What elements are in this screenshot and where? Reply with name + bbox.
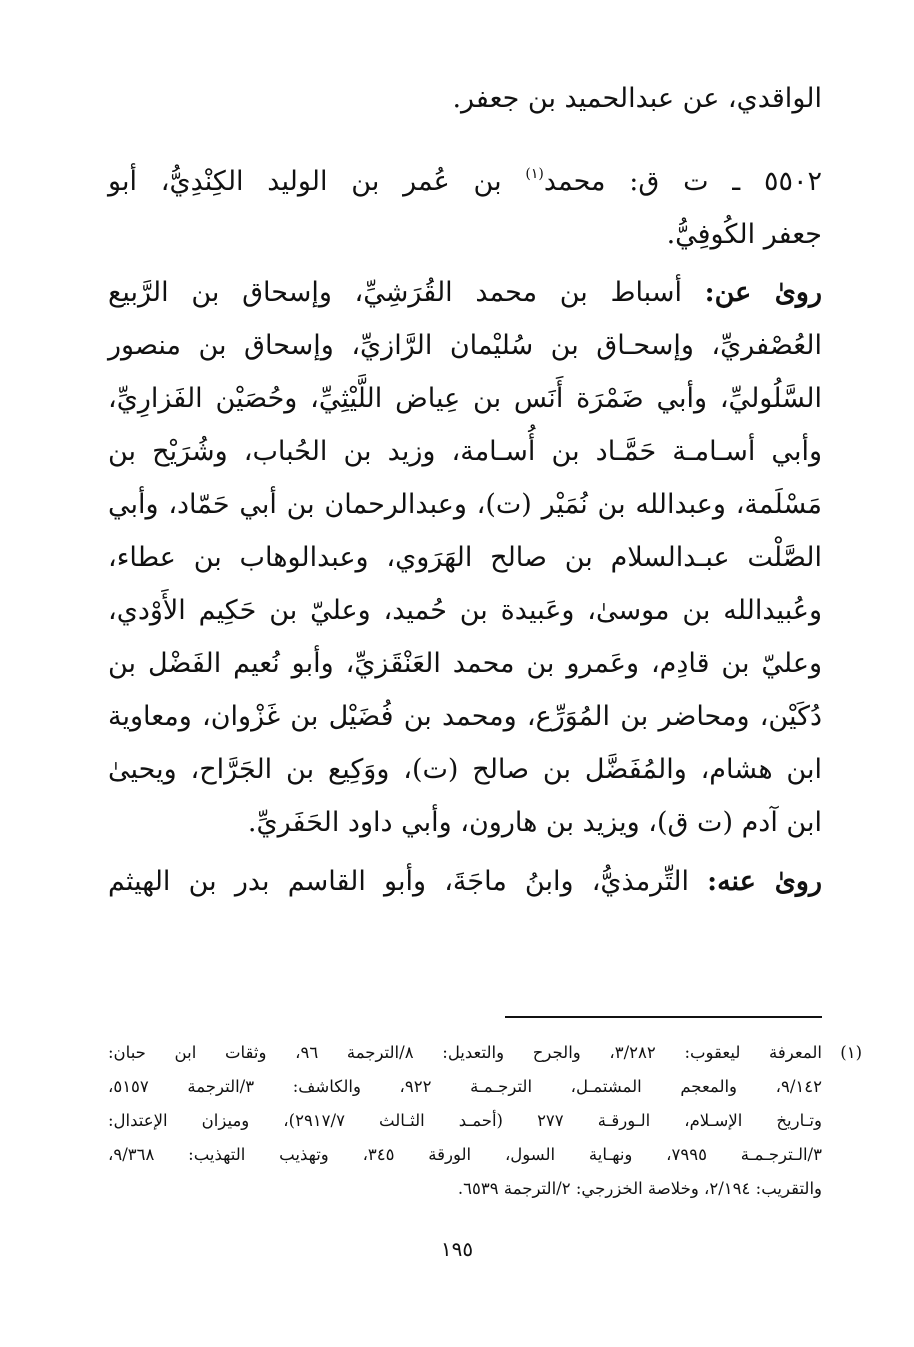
- entry-line-1: [108, 155, 822, 208]
- footnote-divider: [505, 1016, 822, 1018]
- narrated-from-line: وأبي أسـامـة حَمَّـاد بن أُسـامة، وزيد بن الحُباب، وشُرَيْح بن: [108, 436, 822, 467]
- narrated-from-line: مَسْلَمة، وعبدالله بن نُمَيْر (ت)، وعبدالرحمان بن أبي حَمّاد، وأبي: [108, 489, 822, 520]
- footnotes: [108, 1036, 862, 1206]
- footnote-line: والتقريب: ٢/١٩٤، وخلاصة الخزرجي: ٢/الترجمة ٦٥٣٩.: [457, 1179, 822, 1198]
- narrated-by-line: روىٰ عنه: التِّرمذيُّ، وابنُ ماجَةَ، وأبو القاسم بدر بن الهيثم: [108, 866, 822, 897]
- narrated-from-line: العُصْفريِّ، وإسحـاق بن سُليْمان الرَّازيِّ، وإسحاق بن منصور: [108, 330, 822, 361]
- narrated-from-line: ابن آدم (ت ق)، ويزيد بن هارون، وأبي داود الحَفَريِّ.: [247, 807, 822, 838]
- page-number: ١٩٥: [440, 1237, 474, 1261]
- narrated-from-line: وعُبيدالله بن موسىٰ، وعَبيدة بن حُميد، وعليّ بن حَكِيم الأَوْدي،: [108, 595, 822, 626]
- footnote-line: وتـاريخ الإسـلام، الـورقـة ٢٧٧ (أحمـد الثـالث ٢٩١٧/٧)، وميزان الإعتدال:: [108, 1111, 822, 1130]
- narrated-by-label: روىٰ عنه:: [707, 866, 822, 897]
- narrated-from-section: [108, 266, 822, 849]
- intro-line: الواقدي، عن عبدالحميد بن جعفر.: [452, 83, 822, 114]
- footnote-line: ٣/الـترجـمـة ٧٩٩٥، ونهـاية السول، الورقة ٣٤٥، وتهذيب التهذيب: ٩/٣٦٨،: [108, 1145, 822, 1164]
- footnote-line: المعرفة ليعقوب: ٣/٢٨٢، والجرح والتعديل: ٨/الترجمة ٩٦، وثقات ابن حبان:: [108, 1043, 822, 1062]
- narrated-from-line: ابن هشام، والمُفَضَّل بن صالح (ت)، ووَكِيع بن الجَرَّاح، ويحيىٰ: [108, 754, 822, 785]
- narrated-from-line: الصَّلْت عبـدالسلام بن صالح الهَرَوي، وعبدالوهاب بن عطاء،: [108, 542, 822, 573]
- narrated-by-section: [108, 855, 822, 908]
- entry-heading: [108, 155, 822, 261]
- narrated-from-label: روىٰ عن:: [704, 277, 823, 308]
- entry-number-name: ٥٥٠٢ ـ ت ق: محمد: [543, 166, 822, 197]
- narrated-from-line: دُكَيْن، ومحاضر بن المُوَرِّع، ومحمد بن فُضَيْل بن غَزْوان، ومعاوية: [108, 701, 822, 732]
- footnote-number: (١): [840, 1043, 862, 1062]
- entry-line-2: جعفر الكُوفِيُّ.: [666, 219, 822, 250]
- footnote-line: ٩/١٤٢، والمعجم المشتمـل، الترجـمـة ٩٢٢، والكاشف: ٣/الترجمة ٥١٥٧،: [108, 1077, 822, 1096]
- footnote-ref: (١): [525, 166, 544, 182]
- narrated-from-line: روىٰ عن: أسباط بن محمد القُرَشِيِّ، وإسحاق بن الرَّبيع: [108, 277, 823, 308]
- narrated-from-line: السَّلُوليِّ، وأبي ضَمْرَة أَنَس بن عِياض اللَّيْثِيِّ، وحُصَيْن الفَزارِيِّ،: [108, 383, 822, 414]
- entry-name-rest: بن عُمر بن الوليد الكِنْدِيُّ، أبو: [108, 166, 526, 197]
- narrated-from-line: وعليّ بن قادِم، وعَمرو بن محمد العَنْقَزيِّ، وأبو نُعيم الفَضْل بن: [108, 648, 822, 679]
